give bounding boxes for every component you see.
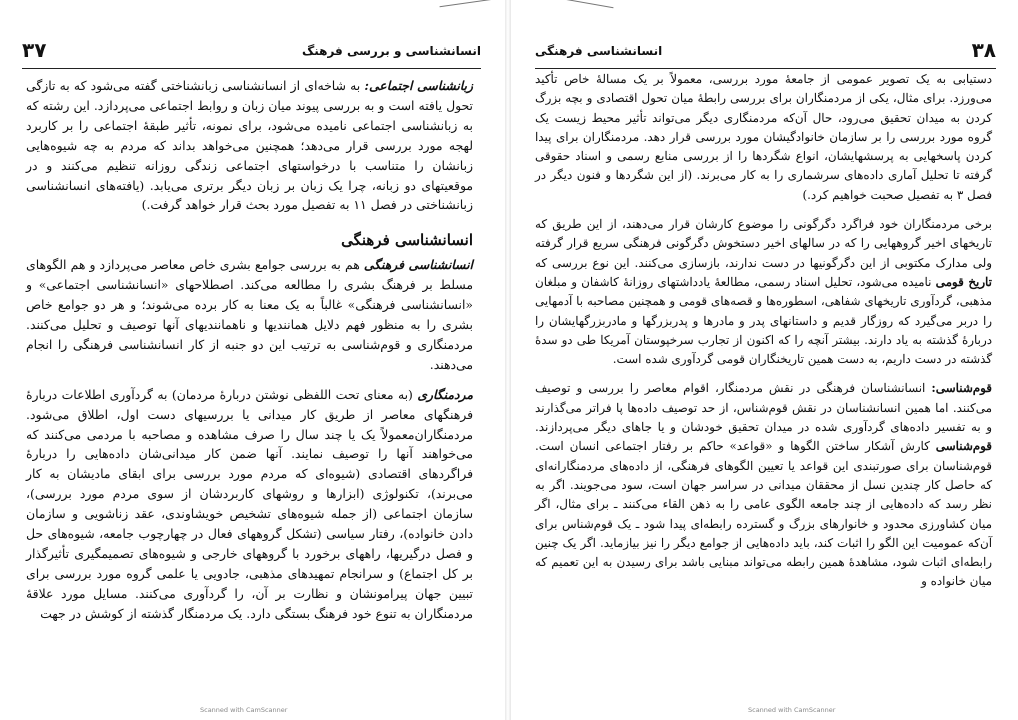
paragraph (535, 379, 992, 591)
left-page-body (26, 76, 473, 624)
running-header: انسانشناسی و بررسی فرهنگ (301, 44, 481, 58)
right-page-header (535, 38, 996, 69)
term: قوم‌شناسی (935, 439, 992, 454)
left-page (0, 0, 503, 720)
paragraph (535, 70, 992, 205)
scan-mark (553, 0, 614, 18)
book-gutter (505, 0, 511, 720)
section-heading: انسانشناسی فرهنگی (341, 231, 473, 250)
paragraph (26, 385, 473, 624)
term: زبانشناسی اجتماعی: (364, 78, 473, 93)
paragraph (26, 76, 473, 215)
term: انسانشناسی فرهنگی (363, 257, 473, 273)
paragraph-text: انسانشناسان فرهنگی در نقش مردمنگار، اقوام معاصر را بررسی و توصیف می‌کنند. اما همین انسانشناسان در نقش قوم‌شناس، از حد توصیف داده‌ها پا فراتر می‌گذارند و به تفسیر داده‌های گردآوری شده در میدان تحقیق خودشان و یا جاهای دیگر می‌پردازند. (535, 381, 992, 435)
page-number: ۳۷ (22, 38, 47, 62)
paragraph-text: هم به بررسی جوامع بشری خاص معاصر می‌پردازد و هم الگوهای مسلط بر فرهنگ بشری را مطالعه می‌کند. اصطلاحهای «انسانشناسی اجتماعی» و «انسانشناسی فرهنگی» غالباً به یک معنا به کار برده می‌شوند؛ و هر دو جوامع خاص بشری را به منظور فهم دلایل همانندیها و ناهمانندیهای آنها توصیف و تحلیل می‌کنند. مردمنگاری و قوم‌شناسی به ترتیب این دو جنبه از کار انسانشناسی فرهنگی را انجام می‌دهند. (26, 257, 473, 372)
paragraph (26, 255, 473, 374)
running-header: انسانشناسی فرهنگی (535, 44, 663, 58)
right-page (513, 0, 1018, 720)
term: قوم‌شناسی: (931, 381, 992, 396)
scanner-stamp: Scanned with CamScanner (200, 706, 288, 714)
paragraph-text: به شاخه‌ای از انسانشناسی زبانشناختی گفته می‌شود که به تازگی تحول یافته است و به بررسی پیوند میان زبان و روابط اجتماعی می‌پردازد. این رشته که به زبانشناسی اجتماعی نامیده می‌شود، برای نمونه، تأثیر طبقهٔ اجتماعی را بر کاربرد لهجه مورد بررسی قرار می‌دهد؛ همچنین می‌خواهد بداند که مردم به چه شیوه‌هایی زبانشان را متناسب با درخواستهای اجتماعی زندگی روزانه تنظیم می‌کنند و در موقعیتهای دو زبانه، چرا یک زبان بر زبان دیگر برتری می‌یابد. (یافته‌های انسانشناسی زبانشناختی در فصل ۱۱ به تفصیل مورد بحث قرار خواهد گرفت.) (26, 78, 473, 213)
paragraph-text: دستیابی به یک تصویر عمومی از جامعهٔ مورد بررسی، معمولاً بر یک مسالهٔ خاص تأکید می‌ورزد. برای مثال، یکی از مردمنگاران برای بررسی رابطهٔ میان تحول اقتصادی و بچه بزرگ کردن به میدان تحقیق می‌رود، حال آن‌که مردمنگاری دیگر می‌تواند تأثیر محیط زیست یک گروه مورد بررسی را بر سازمان خانوادگیشان مورد بررسی قرار دهد. مردمنگاران برای پیدا کردن پاسخهایی به پرسشهایشان، انواع شگردها را از بررسی منابع رسمی و اسناد حقوقی گرفته تا تحلیل آماری داده‌های سرشماری را به کار می‌برند. (از این شگردها و فنون دیگر در فصل ۳ به تفصیل صحبت خواهیم کرد.) (535, 72, 992, 202)
paragraph-text: برخی مردمنگاران خود فراگرد دگرگونی را موضوع کارشان قرار می‌دهند، از این طریق که تاریخهای اخیر گروههایی را که در سالهای اخیر دستخوش دگرگونی فرهنگی سریع قرار گرفته ولی مدارک مکتوبی از این دگرگونیها در دست ندارند، بازسازی می‌کنند. این نوع بررسی که (535, 217, 992, 270)
paragraph-text: (به معنای تحت اللفظی نوشتن دربارهٔ مردمان) به گردآوری اطلاعات دربارهٔ فرهنگهای معاصر از طریق کار میدانی یا بررسیهای دست اول، اطلاق می‌شود. مردمنگاران‌معمولاً یک یا چند سال را صرف مشاهده و مصاحبه با مردمی می‌کنند که می‌خواهند آنها را توصیف نمایند. آنها ضمن کار میدانی‌شان داده‌هایی را دربارهٔ فراگردهای اقتصادی (شیوه‌ای که مردم مورد بررسی برای ابقای مادیشان به کار می‌برند)، تکنولوژی (ابزارها و روشهای کاربردشان از سوی مردم مورد بررسی)، سازمان اجتماعی (از جمله شیوه‌های تشخیص خویشاوندی، عقد زناشویی و سازمان دادن خانواده)، رفتار سیاسی (تشکل گروههای فعال در چهارچوب جامعه، شیوه‌های حل و فصل درگیریها، راههای برخورد با گروههای خارجی و شیوه‌های تصمیمگیری تأثیرگذار بر کل اجتماع) و سرانجام تمهیدهای مذهبی، جادویی یا علمی گروه مورد بررسی برای تبیین جهان پیرامونشان و نظارت بر آن، را گردآوری می‌کنند. مسایل مورد علاقهٔ مردمنگاران به تنوع خود فرهنگ بستگی دارد. یک مردمنگار گذشته از کوشش در جهت (26, 386, 473, 621)
left-page-header (22, 38, 481, 69)
paragraph-text: نامیده می‌شود، تحلیل اسناد رسمی، مطالعهٔ یادداشتهای روزانهٔ کاشفان و مبلغان مذهبی، گردآوری تاریخهای شفاهی، اسطوره‌ها و قصه‌های قومی و همچنین مصاحبه با آدمهایی را دربر می‌گیرد که روزگار قدیم و داستانهای پدر و مادرها و پدربزرگها و مادربزرگهایشان را دربارهٔ گذشته به یاد دارند. بیشتر آنچه را که اکنون از تجارب سرخپوستان آمریکا طی دو سدهٔ گذشته در دست داریم، به دست همین تاریخنگاران قومی گردآوری شده است. (535, 274, 992, 367)
paragraph-text: کارش آشکار ساختن الگوها و «قواعد» حاکم بر رفتار اجتماعی انسان است. قوم‌شناسان برای صورتبندی این قواعد یا تعیین الگوهای فرهنگی، از داده‌های مردمنگارانه‌ای که حاصل کار چندین نسل از محققان میدانی در سراسر جهان است، سود می‌جویند. اگر به نظر رسد که داده‌هایی از چند جامعه الگوی عامی را به ذهن القاء می‌کنند ـ برای مثال، اگر میان کشاورزی محدود و خانوارهای بزرگ و گسترده رابطه‌ای پیدا شود ـ یک قوم‌شناس برای آن‌که عمومیت این الگو را اثبات کند، باید داده‌هایی از جوامع دیگر را نیز بیازماید. اگر یک چنین رابطه‌ای اثبات شود، مشاهدهٔ همین رابطه می‌تواند مبنایی باشد برای رسیدن به این تعمیم که میان خانواده و (535, 439, 992, 589)
scanner-stamp: Scanned with CamScanner (748, 706, 836, 714)
right-page-body (535, 70, 992, 592)
paragraph (535, 215, 992, 369)
page-number: ۳۸ (971, 38, 996, 62)
term: مردمنگاری (417, 386, 473, 402)
term: تاریخ قومی (935, 274, 992, 289)
scan-mark (440, 0, 501, 17)
